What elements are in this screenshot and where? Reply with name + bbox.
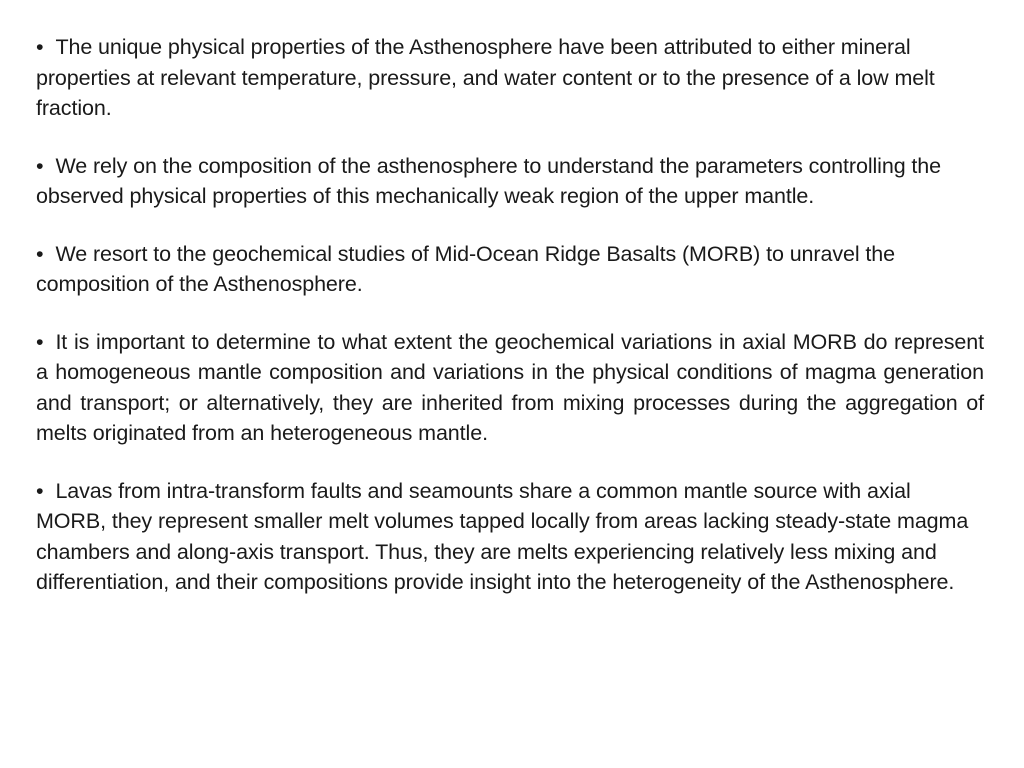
paragraph-text: We rely on the composition of the asthenosphere to understand the parameters controlling the observed physical properties of this mechanically weak region of the upper mantle. xyxy=(36,153,942,208)
bullet-paragraph-1 xyxy=(36,32,984,124)
paragraph-text: Lavas from intra-transform faults and seamounts share a common mantle source with axial MORB, they represent smaller melt volumes tapped locally from areas lacking steady-state magma chambers and along-axis transport. Thus, they are melts experiencing relatively less mixing and differentiation, and their compositions provide insight into the heterogeneity of the Asthenosphere. xyxy=(36,478,969,594)
paragraph-text: We resort to the geochemical studies of Mid-Ocean Ridge Basalts (MORB) to unravel the composition of the Asthenosphere. xyxy=(36,241,895,296)
slide-content xyxy=(36,32,984,598)
paragraph-text: The unique physical properties of the Asthenosphere have been attributed to either mineral properties at relevant temperature, pressure, and water content or to the presence of a low melt fraction. xyxy=(36,35,935,120)
paragraph-text: It is important to determine to what extent the geochemical variations in axial MORB do represent a homogeneous mantle composition and variations in the physical conditions of magma generation and transport; or alternatively, they are inherited from mixing processes during the aggregation of melts originated from an heterogeneous mantle. xyxy=(36,329,984,445)
bullet-paragraph-3 xyxy=(36,239,984,300)
bullet-icon: • xyxy=(36,153,44,178)
bullet-icon: • xyxy=(36,329,44,354)
bullet-icon: • xyxy=(36,35,44,59)
bullet-icon: • xyxy=(36,241,44,266)
bullet-paragraph-4 xyxy=(36,327,984,449)
bullet-paragraph-5 xyxy=(36,476,984,598)
bullet-icon: • xyxy=(36,478,44,503)
bullet-paragraph-2 xyxy=(36,151,984,212)
